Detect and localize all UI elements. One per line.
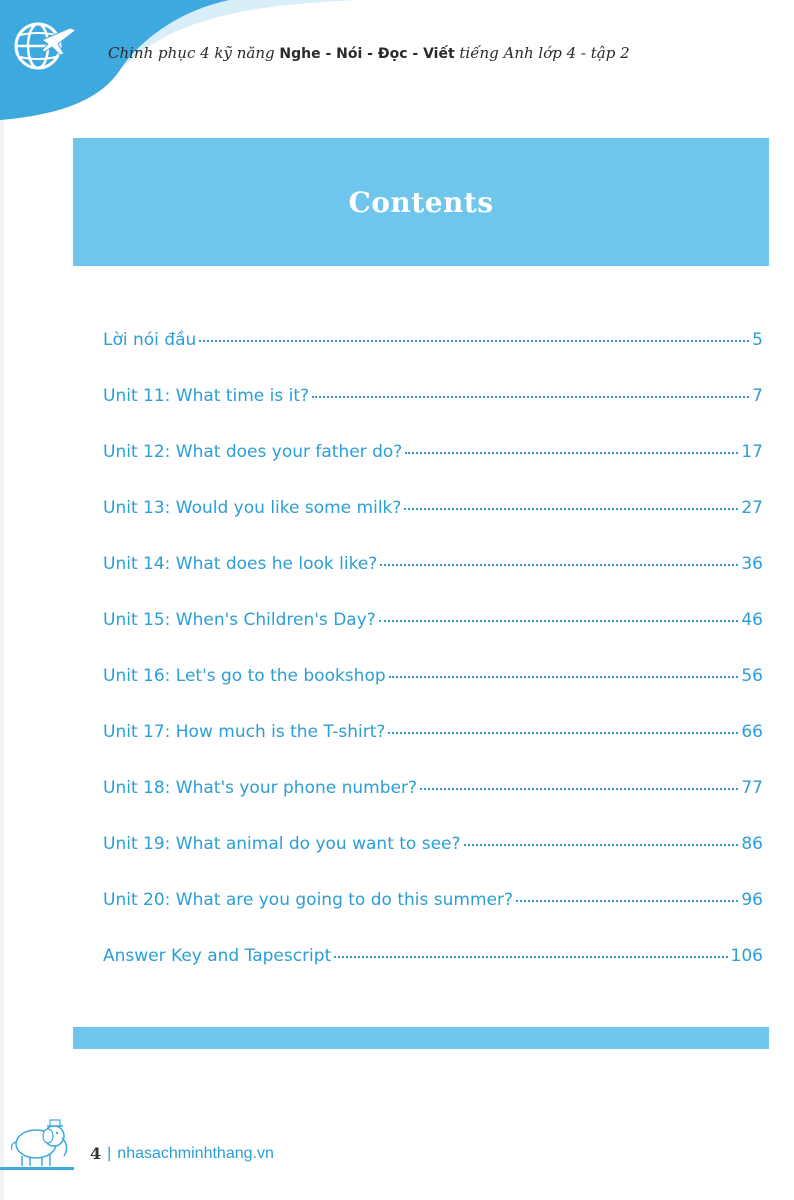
book-title <box>108 44 768 62</box>
toc-entry-page: 36 <box>741 554 763 574</box>
title-post: tiếng Anh lớp 4 - tập 2 <box>454 44 630 62</box>
dot-leader <box>516 900 738 902</box>
toc-entry-title: Unit 13: Would you like some milk? <box>103 498 402 518</box>
contents-heading: Contents <box>348 185 494 219</box>
toc-entry[interactable] <box>103 722 763 778</box>
toc-entry-title: Unit 18: What's your phone number? <box>103 778 417 798</box>
toc-entry-page: 86 <box>741 834 763 854</box>
toc-entry-page: 5 <box>752 330 763 350</box>
toc-entry-title: Unit 11: What time is it? <box>103 386 310 406</box>
toc-entry-page: 96 <box>741 890 763 910</box>
footer-separator: | <box>107 1144 112 1162</box>
toc-entry[interactable] <box>103 890 763 946</box>
toc-entry[interactable] <box>103 666 763 722</box>
dot-leader <box>380 564 738 566</box>
footer-rule <box>0 1167 74 1170</box>
title-skills: Nghe - Nói - Đọc - Viết <box>279 46 455 62</box>
toc-entry-title: Unit 20: What are you going to do this summer? <box>103 890 513 910</box>
table-of-contents <box>103 330 763 1002</box>
toc-entry-title: Unit 12: What does your father do? <box>103 442 403 462</box>
dot-leader <box>312 396 749 398</box>
dot-leader <box>405 452 738 454</box>
page-edge <box>0 0 4 1200</box>
toc-entry-title: Answer Key and Tapescript <box>103 946 332 966</box>
toc-entry-title: Unit 16: Let's go to the bookshop <box>103 666 386 686</box>
page-number: 4 <box>90 1144 102 1163</box>
toc-entry[interactable] <box>103 834 763 890</box>
toc-entry[interactable] <box>103 498 763 554</box>
contents-banner <box>73 138 769 266</box>
toc-entry-title: Unit 14: What does he look like? <box>103 554 378 574</box>
dot-leader <box>464 844 739 846</box>
toc-entry-page: 66 <box>741 722 763 742</box>
dot-leader <box>404 508 738 510</box>
toc-entry[interactable] <box>103 330 763 386</box>
toc-entry-title: Unit 17: How much is the T-shirt? <box>103 722 386 742</box>
header-corner-decoration <box>0 0 794 140</box>
globe-plane-icon <box>8 14 80 74</box>
toc-entry[interactable] <box>103 946 763 1002</box>
toc-entry-page: 77 <box>741 778 763 798</box>
toc-entry-page: 46 <box>741 610 763 630</box>
toc-entry-page: 27 <box>741 498 763 518</box>
toc-entry-page: 7 <box>752 386 763 406</box>
toc-entry-page: 17 <box>741 442 763 462</box>
dot-leader <box>199 340 749 342</box>
toc-entry[interactable] <box>103 442 763 498</box>
toc-entry[interactable] <box>103 386 763 442</box>
dot-leader <box>334 956 727 958</box>
page-footer <box>90 1144 274 1163</box>
elephant-icon <box>6 1112 76 1168</box>
toc-entry[interactable] <box>103 554 763 610</box>
bottom-accent-bar <box>73 1027 769 1049</box>
toc-entry[interactable] <box>103 610 763 666</box>
toc-entry[interactable] <box>103 778 763 834</box>
dot-leader <box>389 676 739 678</box>
toc-entry-page: 56 <box>741 666 763 686</box>
dot-leader <box>388 732 738 734</box>
toc-entry-title: Unit 15: When's Children's Day? <box>103 610 376 630</box>
toc-entry-title: Lời nói đầu <box>103 330 197 350</box>
dot-leader <box>420 788 738 790</box>
website-link[interactable]: nhasachminhthang.vn <box>117 1144 274 1162</box>
toc-entry-page: 106 <box>730 946 763 966</box>
toc-entry-title: Unit 19: What animal do you want to see? <box>103 834 461 854</box>
dot-leader <box>379 620 739 622</box>
title-pre: Chinh phục 4 kỹ năng <box>108 44 280 62</box>
